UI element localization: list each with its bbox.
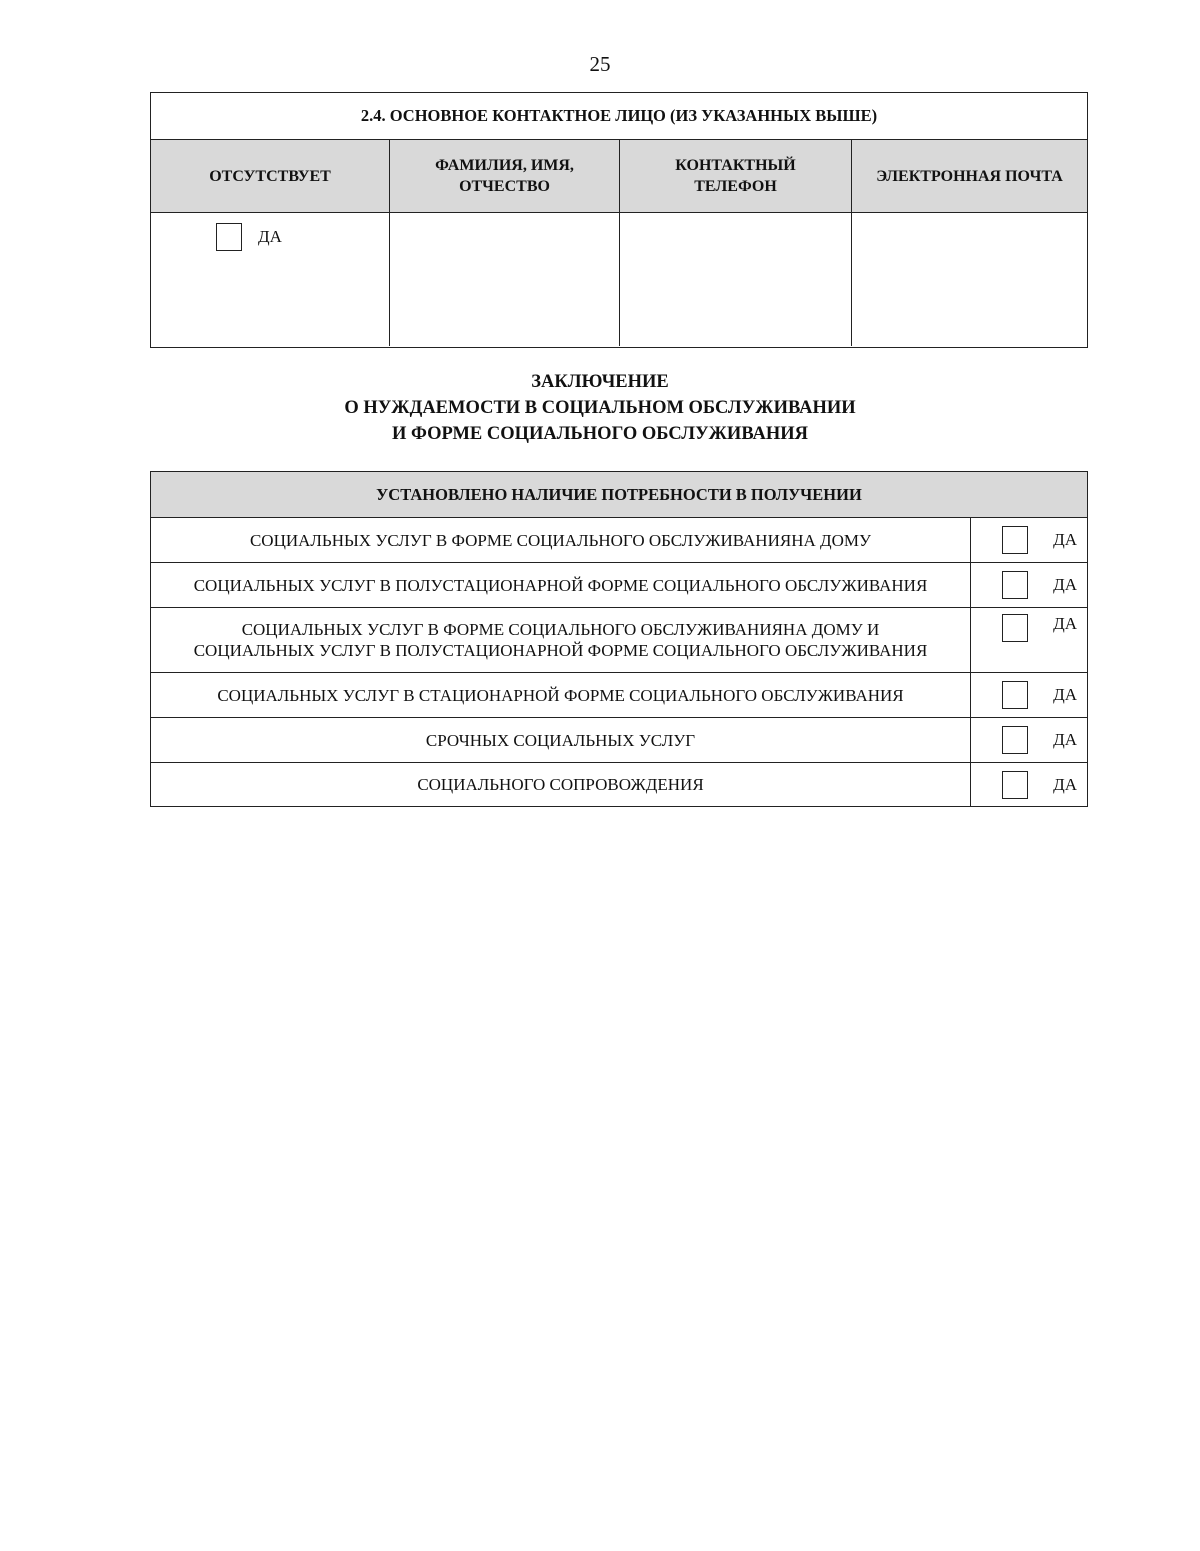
needs-row-label: СРОЧНЫХ СОЦИАЛЬНЫХ УСЛУГ xyxy=(151,718,971,762)
needs-row-label-line2: СОЦИАЛЬНЫХ УСЛУГ В ПОЛУСТАЦИОНАРНОЙ ФОРМЕ СОЦИАЛЬНОГО ОБСЛУЖИВАНИЯ xyxy=(193,641,928,660)
needs-row-urgent xyxy=(151,718,1087,763)
conclusion-heading xyxy=(0,369,1200,447)
needs-row-home xyxy=(151,518,1087,563)
contact-person-table xyxy=(150,92,1088,348)
needs-table xyxy=(150,471,1088,807)
needs-row-label: СОЦИАЛЬНЫХ УСЛУГ В ФОРМЕ СОЦИАЛЬНОГО ОБСЛУЖИВАНИЯНА ДОМУ xyxy=(151,518,971,562)
header-phone-text: КОНТАКТНЫЙ ТЕЛЕФОН xyxy=(675,157,796,195)
needs-option-label: ДА xyxy=(1053,575,1077,594)
absent-option xyxy=(216,223,282,251)
needs-checkbox-support[interactable] xyxy=(1002,771,1028,799)
needs-row-answer xyxy=(971,718,1087,762)
conclusion-subtitle-2: И ФОРМЕ СОЦИАЛЬНОГО ОБСЛУЖИВАНИЯ xyxy=(391,424,808,444)
needs-row-answer xyxy=(971,763,1087,806)
needs-row-semistationary xyxy=(151,563,1087,608)
needs-option-label: ДА xyxy=(1053,614,1077,633)
phone-field[interactable] xyxy=(620,213,852,346)
conclusion-subtitle-1: О НУЖДАЕМОСТИ В СОЦИАЛЬНОМ ОБСЛУЖИВАНИИ xyxy=(344,398,856,418)
needs-table-header: УСТАНОВЛЕНО НАЛИЧИЕ ПОТРЕБНОСТИ В ПОЛУЧЕНИИ xyxy=(151,472,1087,518)
needs-option-label: ДА xyxy=(1053,774,1077,794)
needs-checkbox-home[interactable] xyxy=(1002,526,1028,554)
contact-section-title: 2.4. ОСНОВНОЕ КОНТАКТНОЕ ЛИЦО (ИЗ УКАЗАННЫХ ВЫШЕ) xyxy=(151,93,1087,140)
needs-checkbox-urgent[interactable] xyxy=(1002,726,1028,754)
absent-cell xyxy=(151,213,390,346)
absent-option-label: ДА xyxy=(258,227,282,246)
needs-row-stationary xyxy=(151,673,1087,718)
contact-table-header xyxy=(151,140,1087,213)
header-full-name-text: ФАМИЛИЯ, ИМЯ, ОТЧЕСТВО xyxy=(435,157,574,195)
needs-row-label: СОЦИАЛЬНОГО СОПРОВОЖДЕНИЯ xyxy=(151,763,971,806)
full-name-field[interactable] xyxy=(390,213,620,346)
email-field[interactable] xyxy=(852,213,1087,346)
needs-checkbox-semistationary[interactable] xyxy=(1002,571,1028,599)
header-email: ЭЛЕКТРОННАЯ ПОЧТА xyxy=(876,167,1063,185)
needs-row-label xyxy=(151,608,971,672)
header-absent: ОТСУТСТВУЕТ xyxy=(151,140,390,212)
needs-row-support xyxy=(151,763,1087,806)
needs-row-answer xyxy=(971,608,1087,672)
needs-row-label-line1: СОЦИАЛЬНЫХ УСЛУГ В ФОРМЕ СОЦИАЛЬНОГО ОБСЛУЖИВАНИЯНА ДОМУ И xyxy=(241,620,880,639)
needs-row-label: СОЦИАЛЬНЫХ УСЛУГ В ПОЛУСТАЦИОНАРНОЙ ФОРМЕ СОЦИАЛЬНОГО ОБСЛУЖИВАНИЯ xyxy=(151,563,971,607)
conclusion-title: ЗАКЛЮЧЕНИЕ xyxy=(531,372,669,392)
absent-checkbox[interactable] xyxy=(216,223,242,251)
page-number: 25 xyxy=(589,52,611,76)
contact-table-row xyxy=(151,213,1087,346)
needs-row-answer xyxy=(971,518,1087,562)
header-full-name xyxy=(390,140,620,212)
needs-row-answer xyxy=(971,673,1087,717)
needs-option-label: ДА xyxy=(1053,730,1077,749)
needs-row-answer xyxy=(971,563,1087,607)
needs-option-label: ДА xyxy=(1053,685,1077,704)
needs-checkbox-stationary[interactable] xyxy=(1002,681,1028,709)
needs-row-label: СОЦИАЛЬНЫХ УСЛУГ В СТАЦИОНАРНОЙ ФОРМЕ СОЦИАЛЬНОГО ОБСЛУЖИВАНИЯ xyxy=(151,673,971,717)
needs-row-home-and-semistationary xyxy=(151,608,1087,673)
needs-option-label: ДА xyxy=(1053,530,1077,549)
needs-checkbox-home-and-semistationary[interactable] xyxy=(1002,614,1028,642)
header-phone xyxy=(620,140,852,212)
